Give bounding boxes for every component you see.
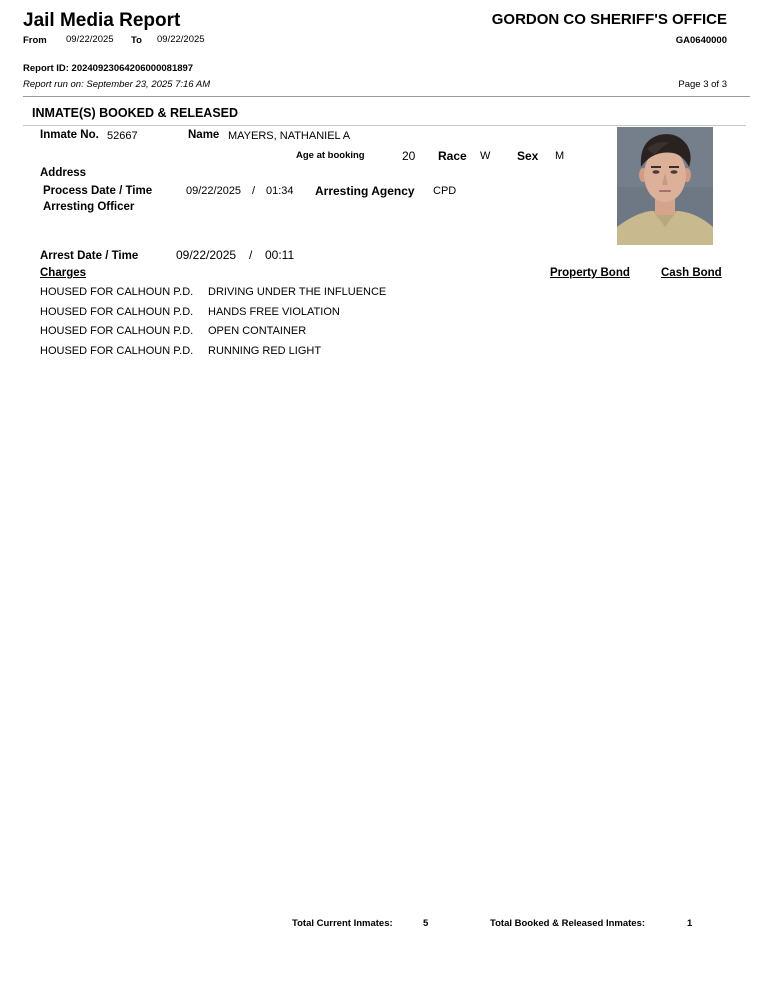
sex-label: Sex: [517, 149, 539, 163]
property-bond-label: Property Bond: [550, 267, 630, 279]
arrest-separator: /: [249, 248, 253, 262]
charge-row: [40, 325, 307, 337]
from-date: 09/22/2025: [66, 34, 114, 45]
cash-bond-label: Cash Bond: [661, 267, 722, 279]
arresting-agency-label: Arresting Agency: [315, 184, 415, 198]
to-date: 09/22/2025: [157, 34, 205, 45]
name-value: MAYERS, NATHANIEL A: [228, 130, 351, 142]
total-booked-value: 1: [687, 918, 693, 929]
name-label: Name: [188, 129, 220, 141]
header-divider: [23, 96, 750, 97]
charge-row: [40, 345, 322, 357]
address-label: Address: [40, 167, 87, 179]
charges-label: Charges: [40, 267, 87, 279]
charge-description: HANDS FREE VIOLATION: [208, 306, 340, 318]
charge-description: RUNNING RED LIGHT: [208, 345, 322, 357]
process-separator: /: [252, 185, 256, 197]
race-label: Race: [438, 149, 467, 163]
booking-photo-image: [617, 127, 713, 245]
charge-agency: HOUSED FOR CALHOUN P.D.: [40, 306, 194, 318]
total-current-value: 5: [423, 918, 429, 929]
agency-ori: GA0640000: [675, 35, 727, 46]
page-number: Page 3 of 3: [678, 79, 727, 90]
process-date-label: Process Date / Time: [43, 185, 153, 197]
charge-row: [40, 286, 387, 298]
charge-description: DRIVING UNDER THE INFLUENCE: [208, 286, 387, 298]
arresting-officer-label: Arresting Officer: [43, 201, 135, 213]
inmate-no-label: Inmate No.: [40, 129, 99, 141]
charge-agency: HOUSED FOR CALHOUN P.D.: [40, 286, 194, 298]
process-time-value: 01:34: [266, 185, 294, 197]
arrest-date-value: 09/22/2025: [176, 248, 237, 262]
to-label: To: [131, 35, 142, 46]
charge-agency: HOUSED FOR CALHOUN P.D.: [40, 345, 194, 357]
report-id: Report ID: 20240923064206000081897: [23, 63, 194, 74]
charge-description: OPEN CONTAINER: [208, 325, 307, 337]
arrest-time-value: 00:11: [265, 248, 295, 262]
charge-agency: HOUSED FOR CALHOUN P.D.: [40, 325, 194, 337]
total-current-label: Total Current Inmates:: [292, 918, 393, 929]
charge-row: [40, 306, 340, 318]
sex-value: M: [555, 150, 565, 162]
agency-name: GORDON CO SHERIFF'S OFFICE: [491, 11, 727, 28]
section-divider: [23, 125, 746, 126]
report-title: Jail Media Report: [23, 10, 181, 31]
booking-photo: [617, 127, 713, 245]
total-booked-label: Total Booked & Released Inmates:: [490, 918, 646, 929]
arresting-agency-value: CPD: [433, 185, 457, 197]
age-label: Age at booking: [296, 150, 365, 161]
race-value: W: [480, 150, 491, 162]
inmate-no-value: 52667: [107, 130, 138, 142]
process-date-value: 09/22/2025: [186, 185, 242, 197]
section-title: INMATE(S) BOOKED & RELEASED: [32, 106, 239, 120]
arrest-date-label: Arrest Date / Time: [40, 250, 139, 262]
age-value: 20: [402, 149, 416, 163]
report-run-date: Report run on: September 23, 2025 7:16 AM: [23, 79, 211, 90]
from-label: From: [23, 35, 47, 46]
